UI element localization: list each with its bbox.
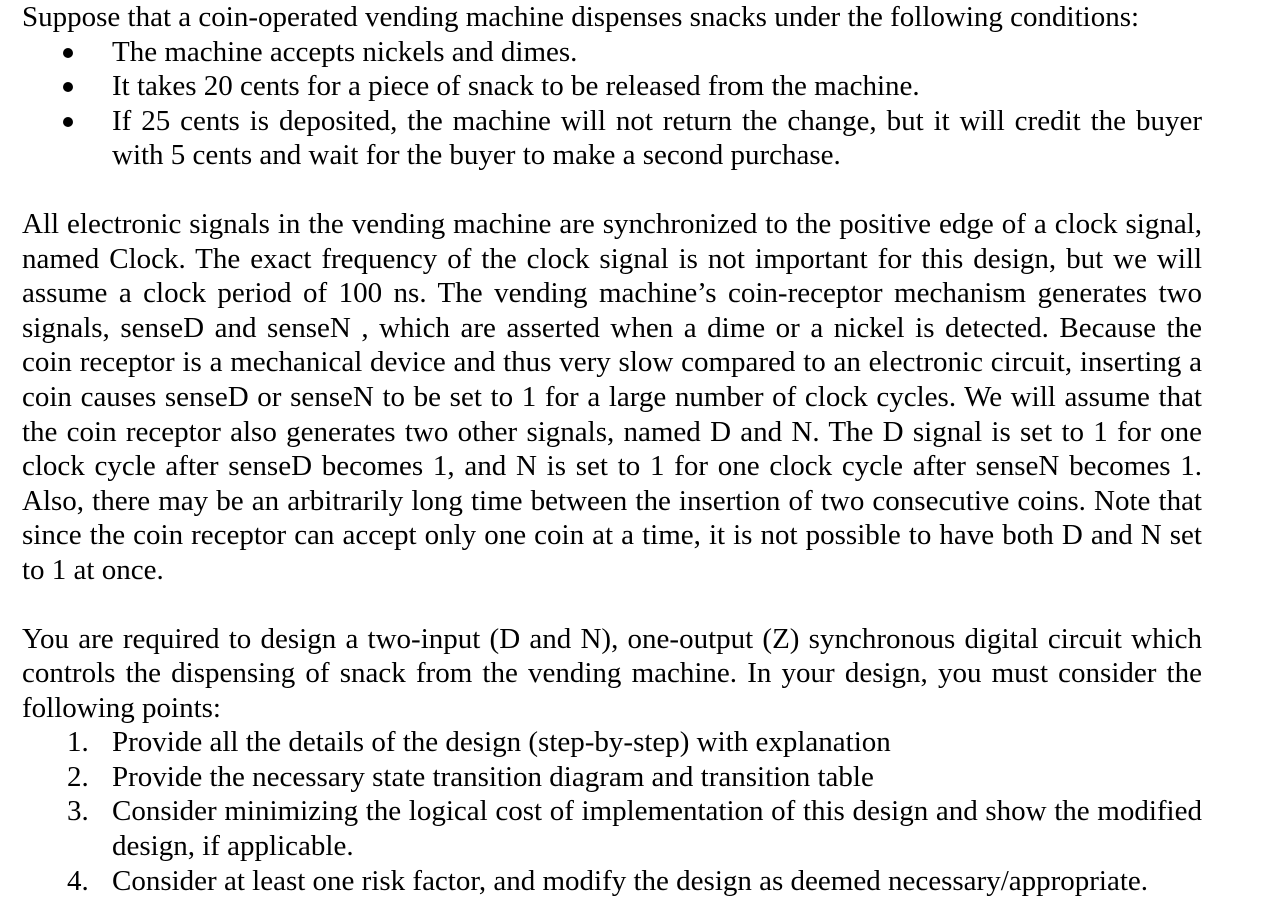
requirement-item: [22, 794, 1202, 863]
requirement-number: 2.: [67, 760, 89, 793]
intro-paragraph: Suppose that a coin-operated vending machine dispenses snacks under the following conditions:: [22, 1, 1140, 33]
condition-item: [22, 104, 1202, 173]
condition-text: The machine accepts nickels and dimes.: [112, 35, 578, 68]
requirement-number: 4.: [67, 864, 89, 897]
requirement-item: [22, 725, 1202, 760]
condition-item: [22, 35, 1202, 70]
condition-text: It takes 20 cents for a piece of snack to be released from the machine.: [112, 70, 920, 103]
condition-item: [22, 69, 1202, 104]
conditions-list: [22, 35, 1202, 173]
signals-paragraph: All electronic signals in the vending machine are synchronized to the positive edge of a clock signal, named Clock. The exact frequency of the clock signal is not important for this design, but we will assume a clock period of 100 ns. The vending machine’s coin-receptor mechanism generates two signals, senseD and senseN , which are asserted when a dime or a nickel is detected. Because the coin receptor is a mechanical device and thus very slow compared to an electronic circuit, inserting a coin causes senseD or senseN to be set to 1 for a large number of clock cycles. We will assume that the coin receptor also generates two other signals, named D and N. The D signal is set to 1 for one clock cycle after senseD becomes 1, and N is set to 1 for one clock cycle after senseN becomes 1. Also, there may be an arbitrarily long time between the insertion of two consecutive coins. Note that since the coin receptor can accept only one coin at a time, it is not possible to have both D and N set to 1 at once.: [22, 207, 1202, 586]
bullet-icon: [63, 48, 73, 58]
condition-text: If 25 cents is deposited, the machine will not return the change, but it will credit the buyer with 5 cents and wait for the buyer to make a second purchase.: [112, 104, 1202, 172]
bullet-icon: [63, 117, 73, 127]
requirement-text: Consider minimizing the logical cost of implementation of this design and show the modified design, if applicable.: [112, 795, 1202, 863]
bullet-icon: [63, 82, 73, 92]
task-paragraph: You are required to design a two-input (D and N), one-output (Z) synchronous digital circuit which controls the dispensing of snack from the vending machine. In your design, you must consider the following points:: [22, 622, 1202, 724]
requirement-text: Provide the necessary state transition diagram and transition table: [112, 760, 874, 793]
requirement-item: [22, 864, 1202, 899]
requirement-item: [22, 760, 1202, 795]
requirements-list: [22, 725, 1202, 898]
document-page: [22, 0, 1202, 898]
requirement-number: 1.: [67, 726, 89, 759]
requirement-number: 3.: [67, 795, 89, 828]
requirement-text: Consider at least one risk factor, and modify the design as deemed necessary/appropriate.: [112, 864, 1149, 897]
requirement-text: Provide all the details of the design (step-by-step) with explanation: [112, 726, 891, 759]
